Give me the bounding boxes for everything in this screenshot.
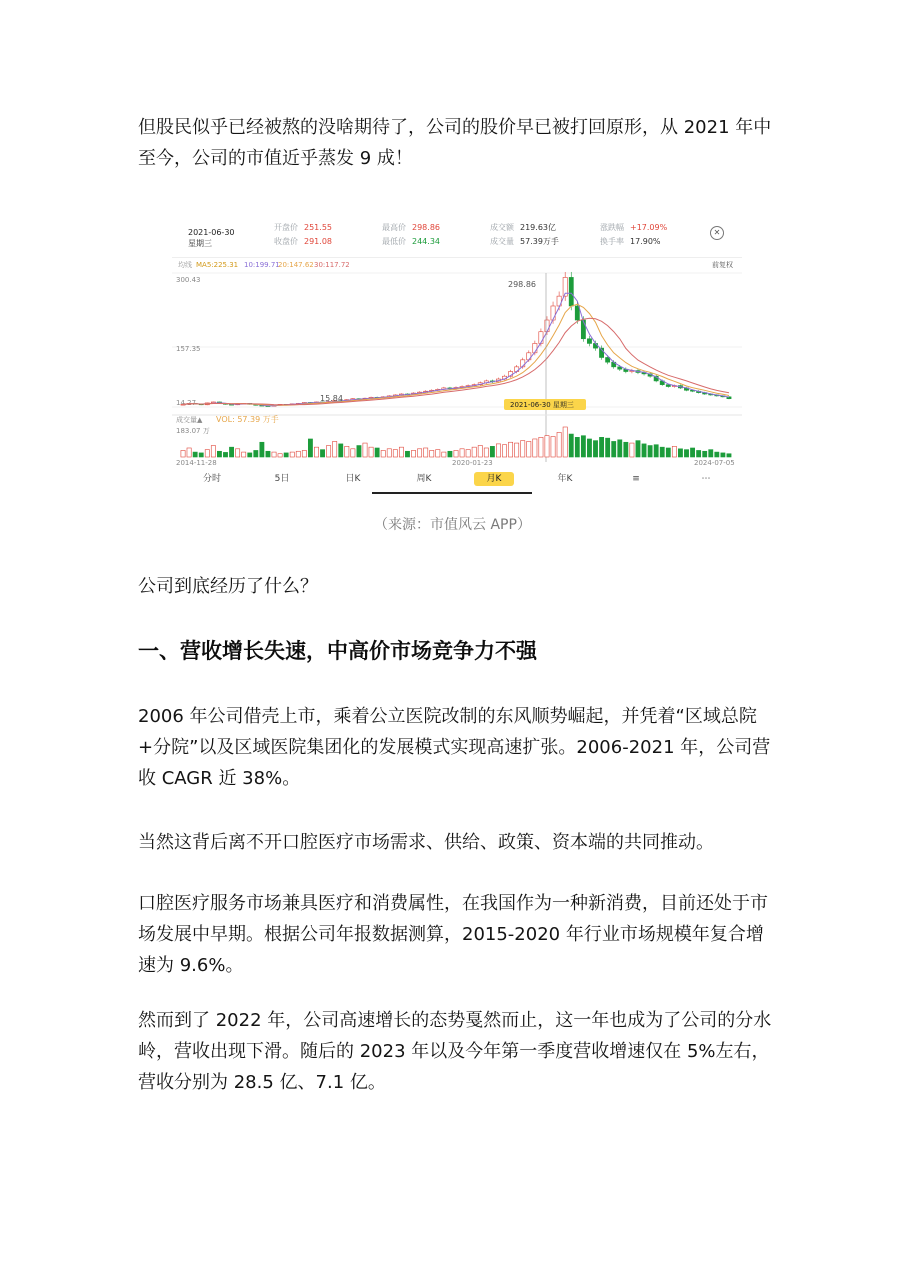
amount-value: 219.63亿 — [520, 223, 556, 232]
volume-bar — [242, 452, 246, 457]
ma5-legend: MA5:225.31 — [196, 261, 239, 269]
tab-intraday[interactable]: 分时 — [202, 474, 221, 484]
x-tick-mid: 2020-01-23 — [452, 459, 493, 467]
volume-bar — [369, 447, 373, 457]
volume-bar — [636, 441, 640, 457]
stock-chart-widget — [172, 212, 742, 494]
volume-bar — [727, 454, 731, 457]
stock-quote-header — [172, 212, 742, 252]
volume-bar — [357, 446, 361, 457]
volume-bar — [521, 441, 525, 457]
volume-bar — [260, 442, 264, 457]
tab-yearly[interactable]: 年K — [557, 474, 573, 484]
volume-bars-group — [181, 427, 731, 457]
volume-bar — [248, 453, 252, 457]
volume-bar — [551, 437, 555, 457]
volume-bar — [302, 450, 306, 457]
volume-bar — [466, 450, 470, 457]
volume-bar — [703, 451, 707, 457]
image-caption: （来源：市值风云 APP） — [374, 517, 531, 533]
paragraph-intro: 但股民似乎已经被熬的没啥期待了，公司的股价早已被打回原形，从 2021 年中至今，公司的市值近乎蒸发 9 成！ — [138, 117, 772, 169]
volume-bar — [666, 448, 670, 457]
volume-bar — [381, 450, 385, 457]
volume-bar — [496, 444, 500, 457]
close-label: 收盘价 — [274, 237, 298, 246]
volume-bar — [715, 452, 719, 457]
turnover-value: 17.90% — [630, 237, 661, 246]
volume-bar — [266, 451, 270, 457]
candle — [581, 320, 585, 339]
candle — [545, 320, 549, 332]
paragraph-history: 2006 年公司借壳上市，乘着公立医院改制的东风顺势崛起，并凭着“区域总院+分院”以及区域医院集团化的发展模式实现高速扩张。2006-2021 年，公司营收 CAGR 近 38%。 — [138, 706, 771, 789]
volume-bar — [308, 439, 312, 457]
ma10-legend: 10:199.71 — [244, 261, 280, 269]
y-tick-high: 300.43 — [176, 276, 201, 284]
volume-bar — [333, 441, 337, 457]
tab-monthly[interactable]: 月K — [474, 472, 514, 486]
volume-bar — [515, 443, 519, 457]
open-value: 251.55 — [304, 223, 332, 232]
high-label: 最高价 — [382, 223, 406, 232]
volume-bar — [654, 445, 658, 457]
y-tick-mid: 157.35 — [176, 345, 201, 353]
volume-bar — [545, 436, 549, 457]
volume-bar — [690, 448, 694, 457]
volume-bar — [399, 447, 403, 457]
volume-bar — [205, 450, 209, 457]
candle — [593, 343, 597, 348]
volume-bar — [612, 441, 616, 457]
volume-bar — [684, 450, 688, 457]
ma20-legend: 20:147.62 — [278, 261, 314, 269]
paragraph-drivers: 当然这背后离不开口腔医疗市场需求、供给、政策、资本端的共同推动。 — [138, 832, 714, 853]
volume-bar — [411, 450, 415, 457]
low-value: 244.34 — [412, 237, 440, 246]
volume-bar — [581, 436, 585, 457]
candle — [551, 306, 555, 320]
change-label: 涨跌幅 — [600, 223, 624, 232]
low-label: 最低价 — [382, 237, 406, 246]
volume-bar — [272, 452, 276, 457]
amount-label: 成交额 — [490, 223, 514, 232]
volume-bar — [624, 442, 628, 457]
tab-weekly[interactable]: 周K — [416, 474, 432, 484]
x-tick-start: 2014-11-28 — [176, 459, 217, 467]
volume-bar — [320, 450, 324, 457]
volume-bar — [199, 453, 203, 457]
volume-bar — [296, 451, 300, 457]
adjust-label[interactable]: 前复权 — [712, 261, 733, 269]
volume-chart-label: 成交量▲ — [176, 416, 203, 424]
menu-icon[interactable]: ≡ — [632, 474, 640, 484]
volume-bar — [618, 440, 622, 457]
volume-bar — [448, 451, 452, 457]
volume-bar — [254, 450, 258, 457]
volume-bar — [478, 446, 482, 457]
volume-bar — [326, 446, 330, 457]
volume-bar — [339, 444, 343, 457]
close-circle-icon[interactable]: ✕ — [710, 226, 724, 240]
candle — [587, 339, 591, 344]
volume-bar — [278, 454, 282, 457]
paragraph-market: 口腔医疗服务市场兼具医疗和消费属性，在我国作为一种新消费，目前还处于市场发展中早期。根据公司年报数据测算，2015-2020 年行业市场规模年复合增速为 9.6%。 — [138, 893, 768, 976]
volume-bar — [430, 450, 434, 457]
volume-bar — [436, 450, 440, 457]
volume-bar — [223, 452, 227, 457]
candle — [666, 385, 670, 387]
peak-label: 298.86 — [508, 280, 536, 289]
volume-max-label: 183.07 万 — [176, 427, 210, 435]
low-price-label: 15.84 — [320, 394, 343, 403]
tab-5day[interactable]: 5日 — [274, 474, 290, 484]
volume-bar — [236, 449, 240, 457]
volume-bar — [442, 452, 446, 457]
volume-bar — [375, 448, 379, 457]
volume-bar — [417, 449, 421, 457]
volume-bar — [290, 452, 294, 457]
volume-bar — [393, 450, 397, 457]
section-heading: 一、营收增长失速，中高价市场竞争力不强 — [138, 639, 537, 663]
volume-bar — [284, 453, 288, 457]
volume-bar — [351, 449, 355, 457]
open-label: 开盘价 — [274, 223, 298, 232]
volume-bar — [593, 441, 597, 457]
volume-bar — [472, 447, 476, 457]
volume-bar — [460, 449, 464, 457]
quote-weekday: 星期三 — [188, 239, 212, 248]
ma30-legend: 30:117.72 — [314, 261, 350, 269]
volume-bar — [314, 447, 318, 457]
ma-legend-label: 均线 — [178, 261, 192, 269]
volume-bar — [539, 437, 543, 457]
period-tabs — [172, 470, 742, 494]
volume-bar — [490, 446, 494, 457]
volume-bar — [599, 437, 603, 457]
volume-bar — [454, 450, 458, 457]
candle — [575, 306, 579, 320]
paragraph-slowdown: 然而到了 2022 年，公司高速增长的态势戛然而止，这一年也成为了公司的分水岭，营收出现下滑。随后的 2023 年以及今年第一季度营收增速仅在 5%左右，营收分别为 28.5 亿、7.1 亿。 — [138, 1010, 772, 1093]
volume-bar — [527, 441, 531, 457]
volume-bar — [345, 446, 349, 457]
volume-bar — [424, 448, 428, 457]
volume-bar — [193, 452, 197, 457]
volume-bar — [229, 447, 233, 457]
x-tick-end: 2024-07-05 — [694, 459, 735, 467]
volume-bar — [569, 434, 573, 457]
change-value: +17.09% — [630, 223, 668, 232]
candlestick-chart — [172, 257, 742, 467]
volume-bar — [181, 450, 185, 457]
volume-bar — [533, 439, 537, 457]
volume-bar — [630, 443, 634, 457]
volume-bar — [484, 448, 488, 457]
quote-date: 2021-06-30 — [188, 228, 235, 237]
y-tick-low: 14.27 — [176, 399, 197, 407]
paragraph-question: 公司到底经历了什么？ — [138, 576, 318, 597]
more-icon[interactable]: ⋯ — [701, 474, 711, 484]
vol-readout: VOL: 57.39 万手 — [216, 415, 279, 424]
ma30-line — [183, 318, 729, 405]
volume-bar — [721, 453, 725, 457]
volume-bar — [660, 447, 664, 457]
volume-bar — [187, 448, 191, 457]
volume-bar — [648, 446, 652, 457]
volume-bar — [557, 432, 561, 457]
candles-group — [181, 272, 731, 407]
volume-bar — [642, 444, 646, 457]
volume-bar — [211, 446, 215, 457]
volume-bar — [672, 446, 676, 457]
volume-bar — [563, 427, 567, 457]
tab-daily[interactable]: 日K — [345, 474, 361, 484]
volume-bar — [508, 442, 512, 457]
candle — [527, 353, 531, 360]
tab-underline — [372, 492, 532, 494]
candle — [569, 277, 573, 306]
volume-bar — [363, 443, 367, 457]
volume-bar — [587, 439, 591, 457]
volume-bar — [502, 445, 506, 457]
close-value: 291.08 — [304, 237, 332, 246]
volume-bar — [575, 437, 579, 457]
high-value: 298.86 — [412, 223, 440, 232]
volume-bar — [387, 449, 391, 457]
volume-value: 57.39万手 — [520, 237, 559, 246]
volume-bar — [606, 438, 610, 457]
volume-label: 成交量 — [490, 237, 514, 246]
volume-bar — [678, 449, 682, 457]
volume-bar — [697, 450, 701, 457]
volume-bar — [405, 451, 409, 457]
ma20-line — [183, 304, 729, 405]
volume-bar — [217, 451, 221, 457]
volume-bar — [709, 450, 713, 457]
turnover-label: 换手率 — [600, 237, 624, 246]
highlight-date-label: 2021-06-30 星期三 — [510, 401, 574, 409]
